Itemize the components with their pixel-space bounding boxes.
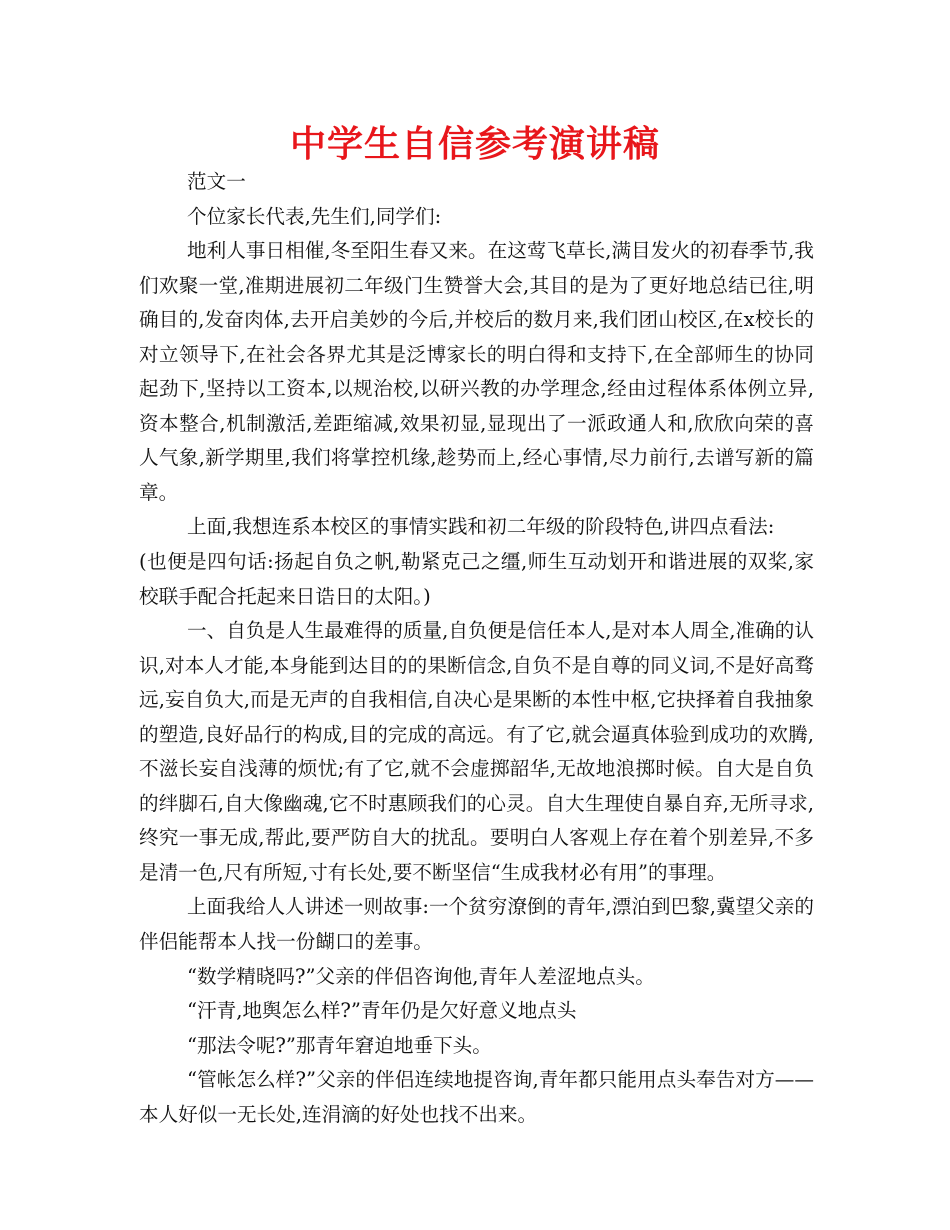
body-paragraph: 上面我给人人讲述一则故事:一个贫穷潦倒的青年,漂泊到巴黎,冀望父亲的伴侣能帮本人找一份餬口的差事。 [139, 895, 814, 954]
body-paragraph: (也便是四句话:扬起自负之帆,勒紧克己之缰,师生互动划开和谐进展的双桨,家校联手配合托起来日诰日的太阳。) [139, 550, 814, 608]
dialogue-line: “数学精晓吗?”父亲的伴侣咨询他,青年人差涩地点头。 [187, 964, 655, 988]
dialogue-line: “管帐怎么样?”父亲的伴侣连续地提咨询,青年都只能用点头奉告对方——本人好似一无长处,连涓滴的好处也找不出来。 [139, 1068, 814, 1126]
dialogue-line: “那法令呢?”那青年窘迫地垂下头。 [187, 1033, 492, 1057]
body-paragraph: 上面,我想连系本校区的事情实践和初二年级的阶段特色,讲四点看法: [187, 515, 775, 539]
body-paragraph: 地利人事日相催,冬至阳生春又来。在这莺飞草长,满目发火的初春季节,我们欢聚一堂,准期进展初二年级门生赞誉大会,其目的是为了更好地总结已往,明确目的,发奋肉体,去开启美妙的今后,并校后的数月来,我们团山校区,在x校长的对立领导下,在社会各界尤其是泛博家长的明白得和支持下,在全部师生的协同起劲下,坚持以工资本,以规治校,以研兴教的办学理念,经由过程体系体例立异,资本整合,机制激活,差距缩减,效果初显,显现出了一派政通人和,欣欣向荣的喜人气象,新学期里,我们将掌控机缘,趁势而上,经心事情,尽力前行,去谱写新的篇章。 [139, 239, 814, 504]
document-body [139, 165, 814, 1132]
document-title: 中学生自信参考演讲稿 [289, 124, 660, 165]
sample-label: 范文一 [187, 170, 246, 193]
salutation: 个位家长代表,先生们,同学们: [187, 204, 442, 228]
body-paragraph: 一、自负是人生最难得的质量,自负便是信任本人,是对本人周全,准确的认识,对本人才能,本身能到达目的的果断信念,自负不是自尊的同义词,不是好高骛远,妄自负大,而是无声的自我相信,自决心是果断的本性中枢,它抉择着自我抽象的塑造,良好品行的构成,目的完成的高远。有了它,就会逼真体验到成功的欢腾,不滋长妄自浅薄的烦忧;有了它,就不会虚掷韶华,无故地浪掷时候。自大是自负的绊脚石,自大像幽魂,它不时惠顾我们的心灵。自大生理使自暴自弃,无所寻求,终究一事无成,帮此,要严防自大的扰乱。要明白人客观上存在着个别差异,不多是清一色,尺有所短,寸有长处,要不断坚信“生成我材必有用”的事理。 [139, 619, 814, 884]
dialogue-line: “汗青,地舆怎么样?”青年仍是欠好意义地点头 [187, 999, 577, 1023]
